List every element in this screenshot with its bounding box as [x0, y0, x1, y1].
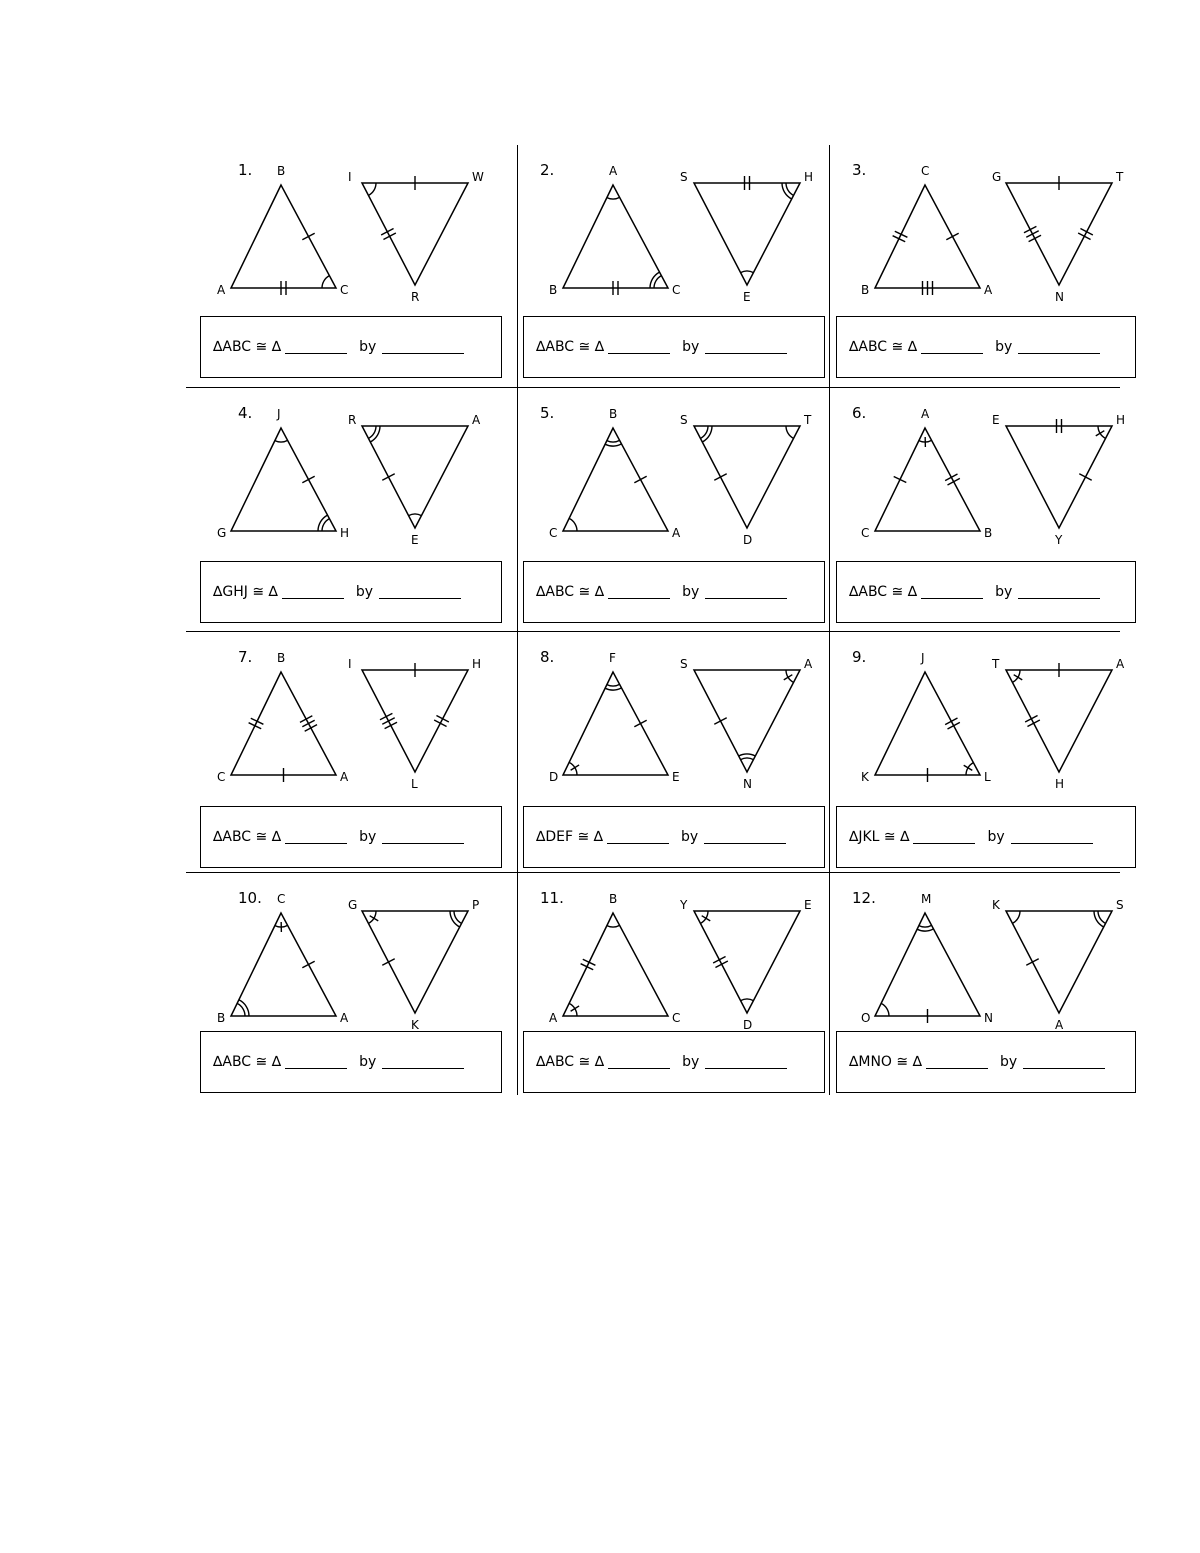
vertex-label: C: [340, 283, 349, 297]
side-tick-mark: [581, 964, 594, 970]
angle-arc-mark: [607, 684, 620, 686]
triangle-name-blank[interactable]: [282, 586, 344, 599]
side-tick-mark: [382, 959, 394, 965]
vertex-label: A: [340, 1011, 349, 1025]
triangle-name-blank[interactable]: [608, 1056, 670, 1069]
triangle-name-blank[interactable]: [608, 586, 670, 599]
vertex-label: E: [743, 290, 751, 304]
side-tick-mark: [302, 961, 314, 968]
triangle-name-blank[interactable]: [285, 831, 347, 844]
vertex-label: G: [217, 526, 227, 540]
side-tick-mark: [1025, 716, 1037, 722]
problem-number: 4.: [238, 404, 253, 422]
triangle-1: [231, 672, 336, 775]
answer-box-7[interactable]: [200, 806, 502, 868]
vertex-label: B: [277, 651, 286, 665]
triangle-2: [1006, 670, 1112, 772]
congruence-statement: ∆ABC ≅ ∆: [536, 584, 605, 600]
vertex-label: G: [992, 170, 1002, 184]
vertex-label: B: [277, 164, 286, 178]
angle-arc-mark: [322, 276, 329, 288]
triangle-pair-figure: [518, 145, 828, 315]
vertex-label: M: [921, 892, 932, 906]
side-tick-mark: [1026, 231, 1038, 237]
congruence-statement: ∆ABC ≅ ∆: [849, 584, 918, 600]
congruence-statement: ∆ABC ≅ ∆: [536, 1054, 605, 1070]
postulate-blank[interactable]: [705, 341, 787, 354]
angle-arc-mark: [786, 183, 794, 195]
triangle-name-blank[interactable]: [913, 831, 975, 844]
vertex-label: C: [217, 770, 226, 784]
vertex-label: N: [1055, 290, 1064, 304]
by-label: by: [682, 1054, 700, 1070]
postulate-blank[interactable]: [1018, 586, 1100, 599]
vertex-label: P: [472, 898, 480, 912]
vertex-label: A: [804, 657, 813, 671]
triangle-pair-figure: [830, 632, 1140, 802]
angle-arc-mark: [741, 758, 754, 760]
triangle-pair-figure: [830, 873, 1140, 1043]
side-tick-mark: [1029, 235, 1041, 241]
angle-arc-mark-tick: [1096, 431, 1105, 436]
triangle-2: [1006, 911, 1112, 1013]
vertex-label: I: [348, 657, 352, 671]
side-tick-mark: [946, 233, 958, 240]
vertex-label: W: [472, 170, 484, 184]
triangle-pair-figure: [518, 632, 828, 802]
vertex-label: E: [804, 898, 812, 912]
vertex-label: N: [984, 1011, 993, 1025]
triangle-2: [362, 670, 468, 772]
triangle-pair-figure: [186, 632, 496, 802]
congruence-statement: ∆DEF ≅ ∆: [536, 829, 604, 845]
congruence-statement: ∆ABC ≅ ∆: [536, 339, 605, 355]
vertex-label: A: [672, 526, 681, 540]
vertex-label: B: [861, 283, 870, 297]
answer-box-8[interactable]: [523, 806, 825, 868]
postulate-blank[interactable]: [382, 1056, 464, 1069]
triangle-name-blank[interactable]: [607, 831, 669, 844]
angle-arc-mark: [605, 688, 621, 690]
vertex-label: A: [472, 413, 481, 427]
triangle-1: [563, 185, 668, 288]
answer-box-6[interactable]: [836, 561, 1136, 623]
problem-number: 2.: [540, 161, 555, 179]
angle-arc-mark: [654, 276, 661, 288]
vertex-label: Y: [1055, 533, 1063, 547]
vertex-label: S: [680, 170, 688, 184]
problem-number: 6.: [852, 404, 867, 422]
side-tick-mark: [383, 233, 395, 239]
side-tick-mark: [945, 474, 957, 481]
side-tick-mark: [945, 718, 957, 725]
angle-arc-mark: [919, 925, 932, 927]
triangle-2: [694, 426, 800, 528]
vertex-label: C: [549, 526, 558, 540]
vertex-label: D: [743, 1018, 753, 1032]
vertex-label: D: [549, 770, 559, 784]
side-tick-mark: [634, 476, 646, 483]
triangle-1: [231, 185, 336, 288]
side-tick-mark: [305, 725, 317, 732]
angle-arc-mark: [700, 426, 708, 438]
by-label: by: [995, 339, 1013, 355]
answer-box-4[interactable]: [200, 561, 502, 623]
vertex-label: C: [921, 164, 930, 178]
side-tick-mark: [251, 718, 264, 724]
vertex-label: L: [984, 770, 991, 784]
triangle-2: [694, 670, 800, 772]
triangle-1: [563, 913, 668, 1016]
vertex-label: B: [609, 892, 618, 906]
vertex-label: H: [340, 526, 350, 540]
congruence-statement: ∆ABC ≅ ∆: [213, 339, 282, 355]
problem-number: 9.: [852, 648, 867, 666]
postulate-blank[interactable]: [379, 586, 461, 599]
by-label: by: [359, 829, 377, 845]
triangle-1: [875, 913, 980, 1016]
postulate-blank[interactable]: [704, 831, 786, 844]
problem-number: 7.: [238, 648, 253, 666]
postulate-blank[interactable]: [1018, 341, 1100, 354]
vertex-label: A: [340, 770, 349, 784]
angle-arc-mark-tick: [702, 916, 711, 921]
side-tick-mark: [1027, 720, 1039, 726]
postulate-blank[interactable]: [705, 586, 787, 599]
postulate-blank[interactable]: [382, 341, 464, 354]
triangle-name-blank[interactable]: [285, 341, 347, 354]
congruence-statement: ∆ABC ≅ ∆: [849, 339, 918, 355]
angle-arc-mark: [786, 426, 794, 438]
vertex-label: C: [672, 283, 681, 297]
side-tick-mark: [436, 716, 448, 722]
vertex-label: S: [680, 657, 688, 671]
triangle-pair-figure: [186, 873, 496, 1043]
triangle-2: [1006, 183, 1112, 285]
vertex-label: B: [549, 283, 558, 297]
vertex-label: B: [984, 526, 993, 540]
vertex-label: F: [609, 651, 616, 665]
side-tick-mark: [634, 720, 646, 727]
vertex-label: K: [411, 1018, 419, 1032]
angle-arc-mark: [409, 514, 422, 516]
side-tick-mark: [714, 718, 726, 724]
angle-arc-mark: [1098, 911, 1106, 923]
vertex-label: J: [921, 651, 925, 665]
vertex-label: T: [804, 413, 812, 427]
angle-arc-mark: [607, 197, 620, 199]
vertex-label: E: [411, 533, 419, 547]
vertex-label: S: [680, 413, 688, 427]
vertex-label: Y: [680, 898, 688, 912]
problem-number: 12.: [852, 889, 876, 907]
vertex-label: S: [1116, 898, 1124, 912]
side-tick-mark: [385, 722, 397, 728]
answer-box-3[interactable]: [836, 316, 1136, 378]
answer-box-9[interactable]: [836, 806, 1136, 868]
problem-number: 8.: [540, 648, 555, 666]
problem-number: 11.: [540, 889, 564, 907]
vertex-label: B: [609, 407, 618, 421]
side-tick-mark: [300, 716, 312, 723]
angle-arc-mark-tick: [571, 765, 579, 770]
vertex-label: H: [804, 170, 814, 184]
angle-arc-mark: [569, 518, 577, 531]
side-tick-mark: [302, 233, 314, 240]
triangle-2: [694, 183, 800, 285]
vertex-label: J: [277, 407, 281, 421]
triangle-pair-figure: [518, 388, 828, 558]
triangle-name-blank[interactable]: [926, 1056, 988, 1069]
side-tick-mark: [381, 229, 393, 235]
vertex-label: C: [277, 892, 286, 906]
side-tick-mark: [302, 476, 314, 483]
answer-box-11[interactable]: [523, 1031, 825, 1093]
congruence-statement: ∆JKL ≅ ∆: [849, 829, 910, 845]
triangle-2: [362, 183, 468, 285]
congruence-statement: ∆ABC ≅ ∆: [213, 1054, 282, 1070]
congruence-statement: ∆GHJ ≅ ∆: [213, 584, 278, 600]
side-tick-mark: [249, 723, 262, 729]
triangle-name-blank[interactable]: [921, 341, 983, 354]
vertex-label: H: [472, 657, 482, 671]
angle-arc-mark: [368, 183, 376, 195]
answer-box-5[interactable]: [523, 561, 825, 623]
triangle-1: [563, 672, 668, 775]
triangle-1: [563, 428, 668, 531]
vertex-label: A: [984, 283, 993, 297]
vertex-label: H: [1055, 777, 1065, 791]
problem-number: 1.: [238, 161, 253, 179]
angle-arc-mark: [275, 440, 288, 442]
vertex-label: A: [217, 283, 226, 297]
vertex-label: A: [921, 407, 930, 421]
side-tick-mark: [302, 720, 314, 727]
vertex-label: H: [1116, 413, 1126, 427]
by-label: by: [359, 339, 377, 355]
side-tick-mark: [948, 478, 960, 485]
answer-box-10[interactable]: [200, 1031, 502, 1093]
angle-arc-mark: [605, 444, 621, 446]
angle-arc-mark-tick: [784, 675, 793, 680]
postulate-blank[interactable]: [382, 831, 464, 844]
angle-arc-mark: [607, 440, 620, 442]
vertex-label: D: [743, 533, 753, 547]
by-label: by: [681, 829, 699, 845]
angle-arc-mark: [1012, 911, 1020, 923]
congruence-statement: ∆ABC ≅ ∆: [213, 829, 282, 845]
vertex-label: L: [411, 777, 418, 791]
problem-number: 10.: [238, 889, 262, 907]
side-tick-mark: [382, 474, 394, 480]
side-tick-mark: [713, 957, 725, 963]
angle-arc-mark: [741, 999, 754, 1001]
triangle-pair-figure: [830, 145, 1140, 315]
side-tick-mark: [380, 713, 392, 719]
side-tick-mark: [583, 959, 596, 965]
angle-arc-mark: [607, 925, 620, 927]
by-label: by: [987, 829, 1005, 845]
triangle-2: [1006, 426, 1112, 528]
vertex-label: R: [411, 290, 420, 304]
vertex-label: A: [549, 1011, 558, 1025]
vertex-label: C: [861, 526, 870, 540]
answer-box-1[interactable]: [200, 316, 502, 378]
triangle-1: [875, 428, 980, 531]
triangle-pair-figure: [830, 388, 1140, 558]
postulate-blank[interactable]: [705, 1056, 787, 1069]
triangle-2: [694, 911, 800, 1013]
angle-arc-mark: [741, 271, 754, 273]
angle-arc-mark: [368, 426, 376, 438]
vertex-label: K: [861, 770, 869, 784]
side-tick-mark: [1024, 226, 1036, 232]
problem-number: 5.: [540, 404, 555, 422]
triangle-name-blank[interactable]: [608, 341, 670, 354]
postulate-blank[interactable]: [1011, 831, 1093, 844]
side-tick-mark: [434, 720, 446, 726]
vertex-label: T: [992, 657, 1000, 671]
vertex-label: A: [1055, 1018, 1064, 1032]
triangle-1: [231, 428, 336, 531]
by-label: by: [995, 584, 1013, 600]
side-tick-mark: [894, 476, 907, 482]
postulate-blank[interactable]: [1023, 1056, 1105, 1069]
angle-arc-mark: [322, 519, 329, 531]
triangle-1: [875, 672, 980, 775]
side-tick-mark: [1080, 229, 1092, 235]
side-tick-mark: [1079, 474, 1091, 480]
vertex-label: N: [743, 777, 752, 791]
by-label: by: [682, 339, 700, 355]
vertex-label: E: [992, 413, 1000, 427]
triangle-pair-figure: [186, 145, 496, 315]
vertex-label: B: [217, 1011, 226, 1025]
answer-box-12[interactable]: [836, 1031, 1136, 1093]
angle-arc-mark-tick: [370, 916, 379, 921]
angle-arc-mark: [881, 1003, 889, 1016]
by-label: by: [682, 584, 700, 600]
angle-arc-mark-tick: [964, 765, 973, 770]
triangle-1: [875, 185, 980, 288]
by-label: by: [999, 1054, 1018, 1070]
problem-number: 3.: [852, 161, 867, 179]
triangle-2: [362, 911, 468, 1013]
angle-arc-mark: [239, 1000, 249, 1016]
side-tick-mark: [895, 231, 908, 237]
by-label: by: [355, 584, 374, 600]
triangle-pair-figure: [186, 388, 496, 558]
vertex-label: R: [348, 413, 357, 427]
vertex-label: C: [672, 1011, 681, 1025]
vertex-label: O: [861, 1011, 871, 1025]
triangle-2: [362, 426, 468, 528]
vertex-label: I: [348, 170, 352, 184]
angle-arc-mark: [237, 1003, 245, 1016]
vertex-label: A: [609, 164, 618, 178]
angle-arc-mark-tick: [571, 1006, 579, 1011]
vertex-label: T: [1116, 170, 1124, 184]
vertex-label: E: [672, 770, 680, 784]
side-tick-mark: [382, 718, 394, 724]
triangle-name-blank[interactable]: [285, 1056, 347, 1069]
vertex-label: K: [992, 898, 1000, 912]
side-tick-mark: [715, 961, 727, 967]
triangle-1: [231, 913, 336, 1016]
side-tick-mark: [893, 236, 906, 242]
triangle-name-blank[interactable]: [921, 586, 983, 599]
side-tick-mark: [714, 474, 726, 480]
vertex-label: G: [348, 898, 358, 912]
angle-arc-mark: [454, 911, 462, 923]
vertex-label: A: [1116, 657, 1125, 671]
side-tick-mark: [1026, 959, 1038, 965]
angle-arc-mark: [917, 929, 933, 931]
by-label: by: [359, 1054, 377, 1070]
answer-box-2[interactable]: [523, 316, 825, 378]
angle-arc-mark-tick: [1014, 675, 1023, 680]
side-tick-mark: [948, 722, 960, 729]
angle-arc-mark: [739, 754, 756, 756]
congruence-statement: ∆MNO ≅ ∆: [849, 1054, 922, 1070]
triangle-pair-figure: [518, 873, 828, 1043]
side-tick-mark: [1078, 233, 1090, 239]
